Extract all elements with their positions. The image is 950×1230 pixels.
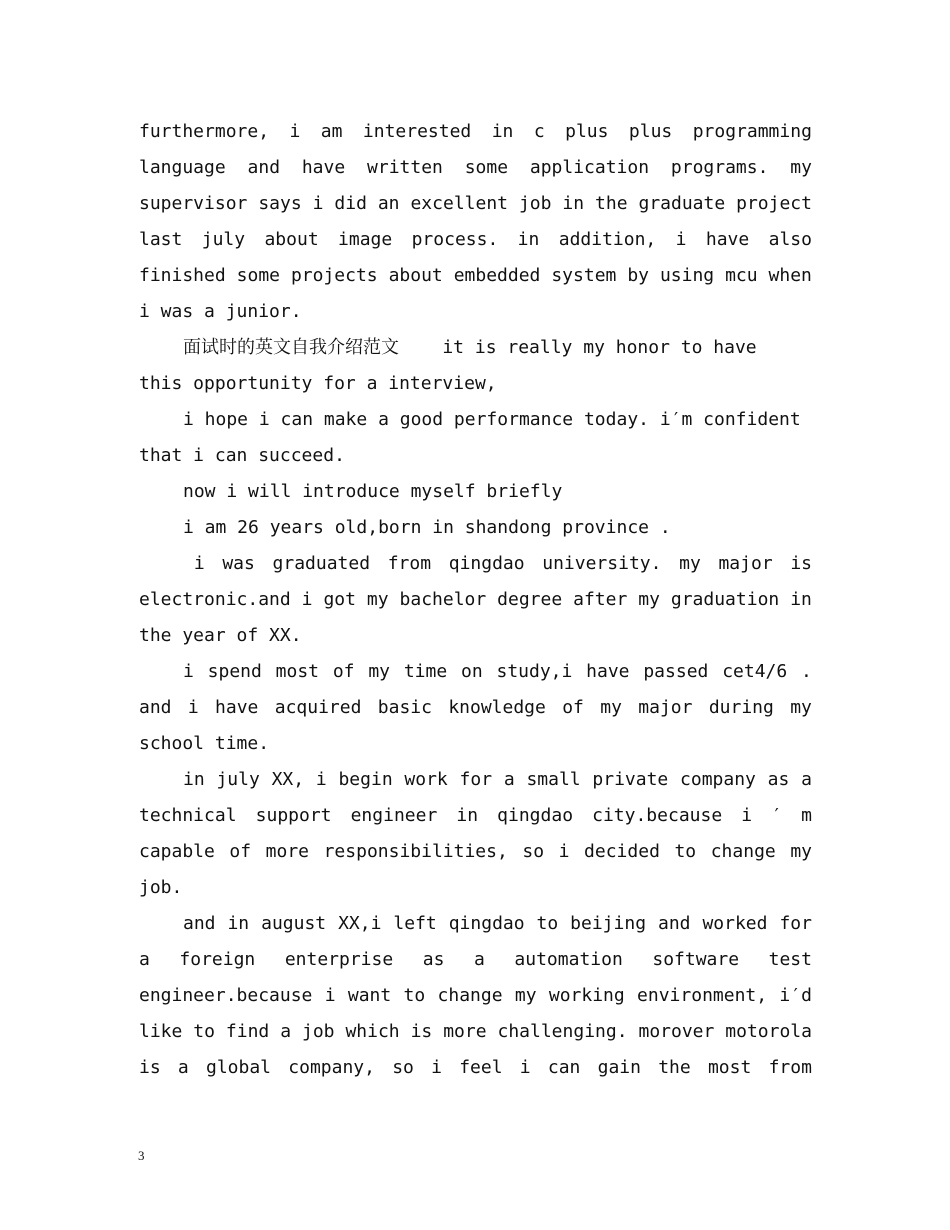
word: cet4/6	[722, 661, 788, 682]
word: in	[456, 805, 479, 826]
word: programming	[692, 121, 812, 142]
word: acquired	[274, 697, 362, 718]
word: i′d	[779, 985, 812, 1006]
paragraph	[139, 654, 812, 762]
word: project	[736, 193, 812, 214]
paragraph	[139, 546, 812, 654]
word: embedded	[453, 265, 541, 286]
word: for	[459, 769, 493, 790]
word: and	[657, 913, 691, 934]
word: most	[275, 661, 320, 682]
word: more	[443, 1021, 487, 1042]
word: job	[518, 193, 552, 214]
word: i	[324, 985, 336, 1006]
word: after	[573, 589, 628, 610]
word: challenging.	[497, 1021, 628, 1042]
word: during	[708, 697, 774, 718]
word: my	[679, 553, 701, 574]
word: company	[680, 769, 756, 790]
word: beijing	[570, 913, 647, 934]
word: is	[410, 1021, 433, 1042]
word: most	[707, 1057, 752, 1078]
word: responsibilities,	[323, 841, 508, 862]
word: change	[710, 841, 776, 862]
word: as	[767, 769, 790, 790]
word: basic	[377, 697, 432, 718]
text-line: job.	[139, 877, 183, 898]
word: finished	[139, 265, 226, 286]
word: and	[247, 157, 281, 178]
word: have	[215, 697, 259, 718]
word: qingdao	[448, 913, 525, 934]
word: can	[547, 1057, 581, 1078]
word: did	[334, 193, 367, 214]
word: left	[393, 913, 437, 934]
word: i	[519, 1057, 531, 1078]
word: XX,i	[338, 913, 382, 934]
text-run: it is really my honor to have	[399, 337, 757, 358]
word: projects	[290, 265, 378, 286]
word: bachelor	[399, 589, 487, 610]
word: so	[392, 1057, 414, 1078]
word: my	[368, 661, 391, 682]
word: company,	[288, 1057, 375, 1078]
paragraph	[139, 510, 812, 546]
text-line	[139, 906, 812, 942]
word: knowledge	[448, 697, 546, 718]
word: the	[595, 193, 628, 214]
word: in	[227, 913, 250, 934]
word: excellent	[410, 193, 509, 214]
text-line: this opportunity for a interview,	[139, 373, 497, 394]
word: got	[323, 589, 356, 610]
text-line	[139, 1050, 812, 1086]
word: electronic.and	[139, 589, 291, 610]
word: to	[403, 985, 426, 1006]
word: plus	[628, 121, 673, 142]
word: a	[801, 769, 812, 790]
word: i	[187, 697, 199, 718]
word: major	[638, 697, 693, 718]
word: a	[177, 1057, 189, 1078]
word: of	[229, 841, 252, 862]
paragraph	[139, 330, 812, 402]
word: find	[225, 1021, 270, 1042]
word: a	[474, 949, 485, 970]
word: august	[261, 913, 327, 934]
chinese-heading-text: 面试时的英文自我介绍范文	[183, 337, 399, 358]
word: i	[183, 553, 205, 574]
text-line: that i can succeed.	[139, 445, 345, 466]
word: to	[674, 841, 697, 862]
word: private	[592, 769, 669, 790]
word: for	[779, 913, 812, 934]
word: worked	[702, 913, 768, 934]
word: interested	[362, 121, 472, 142]
word: which	[345, 1021, 400, 1042]
word: when	[768, 265, 812, 286]
word: work	[404, 769, 448, 790]
word: feel	[459, 1057, 503, 1078]
word: enterprise	[284, 949, 394, 970]
text-line	[139, 834, 812, 870]
word: i	[675, 229, 687, 250]
word: c	[533, 121, 545, 142]
word: small	[526, 769, 581, 790]
word: time	[403, 661, 448, 682]
text-line	[139, 978, 812, 1014]
word: am	[320, 121, 343, 142]
word: some	[464, 157, 509, 178]
word: application	[529, 157, 650, 178]
word: and	[183, 913, 216, 934]
word: graduate	[638, 193, 726, 214]
word: test	[768, 949, 812, 970]
word: software	[652, 949, 740, 970]
word: about	[264, 229, 319, 250]
word: some	[236, 265, 280, 286]
paragraph	[139, 906, 812, 1086]
word: in	[183, 769, 205, 790]
word: m	[801, 805, 812, 826]
word: job	[302, 1021, 335, 1042]
word: want	[347, 985, 392, 1006]
word: in	[491, 121, 514, 142]
word: ′	[771, 805, 783, 826]
text-line	[139, 582, 812, 618]
word: i	[183, 661, 194, 682]
word: in	[562, 193, 585, 214]
word: i	[289, 121, 301, 142]
word: spend	[207, 661, 262, 682]
word: my	[790, 841, 812, 862]
word: degree	[497, 589, 563, 610]
word: automation	[514, 949, 623, 970]
word: begin	[338, 769, 393, 790]
word: i	[431, 1057, 442, 1078]
body-text	[139, 114, 812, 1086]
word: an	[377, 193, 400, 214]
text-line	[139, 1014, 812, 1050]
word: my	[638, 589, 660, 610]
word: foreign	[179, 949, 256, 970]
word: to	[193, 1021, 215, 1042]
word: in	[790, 589, 812, 610]
text-line: school time.	[139, 733, 270, 754]
word: a	[503, 769, 515, 790]
word: about	[388, 265, 443, 286]
word: mcu	[725, 265, 758, 286]
word: july	[201, 229, 246, 250]
word: i	[741, 805, 753, 826]
word: is	[139, 1057, 161, 1078]
word: major	[718, 553, 773, 574]
word: motorola	[725, 1021, 812, 1042]
word: was	[222, 553, 255, 574]
word: says	[258, 193, 302, 214]
text-line	[139, 762, 812, 798]
word: also	[768, 229, 812, 250]
paragraph	[139, 114, 812, 330]
word: and	[139, 697, 172, 718]
word: support	[255, 805, 332, 826]
word: capable	[139, 841, 215, 862]
word: so	[522, 841, 545, 862]
text-line	[139, 114, 812, 150]
word: my	[790, 697, 812, 718]
text-line	[139, 654, 812, 690]
word: study,i	[496, 661, 573, 682]
paragraph	[139, 474, 812, 510]
text-line: the year of XX.	[139, 625, 302, 646]
text-line: i hope i can make a good performance today. i′m confident	[183, 409, 801, 430]
word: language	[139, 157, 226, 178]
text-line	[139, 258, 812, 294]
word: a	[280, 1021, 292, 1042]
word: passed	[643, 661, 709, 682]
word: graduated	[272, 553, 371, 574]
word: have	[586, 661, 630, 682]
word: morover	[638, 1021, 715, 1042]
text-line: i was a junior.	[139, 301, 302, 322]
text-line	[139, 690, 812, 726]
word: a	[139, 949, 150, 970]
word: is	[790, 553, 812, 574]
text-line	[139, 942, 812, 978]
word: of	[562, 697, 584, 718]
word: as	[422, 949, 445, 970]
text-line	[139, 546, 812, 582]
word: written	[367, 157, 443, 178]
word: addition,	[558, 229, 657, 250]
word: the	[658, 1057, 691, 1078]
text-line	[139, 186, 812, 222]
word: image	[338, 229, 393, 250]
text-line	[139, 150, 812, 186]
word: change	[437, 985, 503, 1006]
word: july	[216, 769, 260, 790]
word: process.	[411, 229, 499, 250]
word: on	[461, 661, 483, 682]
word: i	[301, 589, 313, 610]
word: i	[315, 769, 327, 790]
word: from	[387, 553, 432, 574]
word: qingdao	[497, 805, 574, 826]
word: decided	[584, 841, 660, 862]
text-line: i am 26 years old,born in shandong province .	[183, 517, 671, 538]
word: plus	[565, 121, 609, 142]
word: my	[600, 697, 622, 718]
word: engineer.because	[139, 985, 313, 1006]
text-line	[139, 798, 812, 834]
word: graduation	[670, 589, 780, 610]
word: XX,	[271, 769, 305, 790]
text-line	[139, 330, 812, 366]
word: global	[206, 1057, 272, 1078]
word: my	[514, 985, 537, 1006]
word: of	[332, 661, 355, 682]
word: in	[517, 229, 540, 250]
word: my	[790, 157, 812, 178]
word: to	[536, 913, 559, 934]
word: like	[139, 1021, 183, 1042]
word: city.because	[592, 805, 723, 826]
word: technical	[139, 805, 237, 826]
word: i	[558, 841, 570, 862]
word: furthermore,	[139, 121, 270, 142]
word: by	[627, 265, 649, 286]
word: working	[548, 985, 625, 1006]
word: i	[312, 193, 324, 214]
text-line: now i will introduce myself briefly	[183, 481, 563, 502]
word: system	[551, 265, 617, 286]
word: programs.	[670, 157, 769, 178]
word: supervisor	[139, 193, 248, 214]
word: environment,	[637, 985, 768, 1006]
word: gain	[597, 1057, 641, 1078]
word: engineer	[350, 805, 438, 826]
word: qingdao	[448, 553, 525, 574]
paragraph	[139, 402, 812, 474]
paragraph	[139, 762, 812, 906]
word: university.	[542, 553, 662, 574]
word: have	[301, 157, 346, 178]
word: last	[139, 229, 183, 250]
word: .	[801, 661, 812, 682]
word: using	[659, 265, 715, 286]
word: from	[768, 1057, 812, 1078]
page-number: 3	[138, 1148, 145, 1163]
word: my	[366, 589, 389, 610]
word: have	[705, 229, 750, 250]
word: more	[265, 841, 310, 862]
text-line	[139, 222, 812, 258]
